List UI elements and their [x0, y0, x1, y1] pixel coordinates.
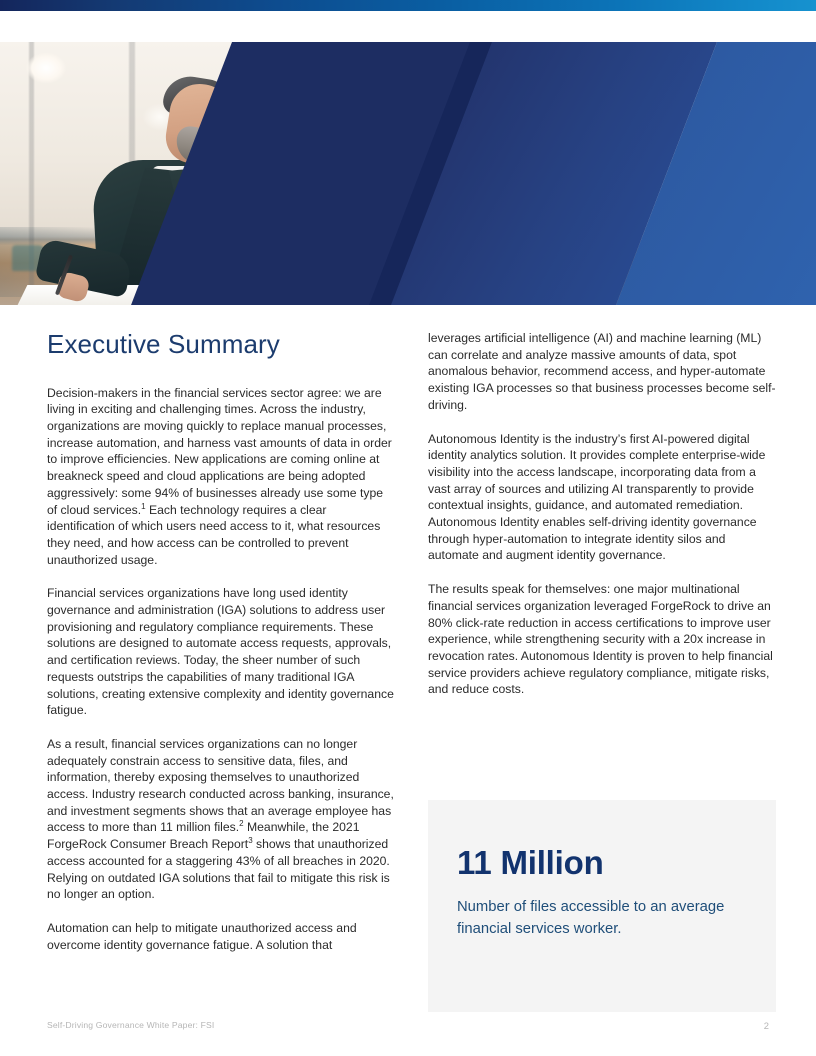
- footnote-marker-3: 3: [248, 836, 253, 846]
- paragraph-left-1: [47, 385, 395, 569]
- paragraph-left-3-tail: shows that unauthorized access accounted for a staggering 43% of all breaches in 2020. Relying on outdated IGA solutions that fail to mitigate this risk is no longer an option.: [47, 837, 390, 902]
- footnote-marker-1: 1: [141, 501, 146, 511]
- hero-banner: [0, 42, 816, 305]
- footnote-marker-2: 2: [239, 819, 244, 829]
- paragraph-left-1-text: Decision-makers in the financial services sector agree: we are living in exciting and challenging times. Across the industry, organizations are moving quickly to replace manual processes, increase automation, and harness vast amounts of data in order to improve efficiencies. New applications are coming online at breakneck speed and cloud applications are being adopted aggressively: some 94% of businesses already use some type of cloud services.: [47, 385, 392, 517]
- paragraph-left-1-tail: Each technology requires a clear identification of which users need access to it, what resources they need, and how access can be controlled to prevent unauthorized usage.: [47, 502, 381, 567]
- stat-callout-number: 11 Million: [457, 844, 604, 881]
- paragraph-right-2: Autonomous Identity is the industry’s first AI-powered digital identity analytics solution. It provides complete enterprise-wide visibility into the access landscape, incorporating data from a vast array of sources and utilizing AI transparently to provide contextual insights, guidance, and automated remediation. Autonomous Identity enables self-driving identity governance through hyper-automation to integrate identity silos and automate and augment identity governance.: [428, 431, 766, 563]
- paragraph-left-3: [47, 736, 395, 903]
- paragraph-left-2: Financial services organizations have long used identity governance and administration (IGA) solutions to address user provisioning and regulatory compliance requirements. These solutions are designed to automate access requests, approvals, and certification reviews. Today, the sheer number of such requests outstrips the capabilities of many traditional IGA solutions, creating extensive complexity and identity governance fatigue.: [47, 586, 394, 718]
- top-accent-bar: [0, 0, 816, 11]
- stat-callout: [428, 800, 776, 1012]
- footer-document-title: Self-Driving Governance White Paper: FSI: [47, 1020, 215, 1030]
- paragraph-right-3: The results speak for themselves: one major multinational financial services organization leveraged ForgeRock to drive an 80% click-rate reduction in access certifications to improve user experience, while strengthening security with a 20x increase in revocation rates. Autonomous Identity is proven to help financial service providers achieve regulatory compliance, mitigate risks, and reduce costs.: [428, 582, 773, 697]
- stat-callout-description: Number of files accessible to an average financial services worker.: [457, 898, 725, 937]
- footer-page-number: 2: [763, 1020, 769, 1031]
- paragraph-left-3-mid: Meanwhile, the 2021 ForgeRock Consumer Breach Report: [47, 820, 360, 852]
- right-column: [428, 330, 776, 698]
- left-column: [47, 330, 395, 953]
- paragraph-left-4: Automation can help to mitigate unauthorized access and overcome identity governance fatigue. A solution that: [47, 920, 357, 952]
- paragraph-right-1: leverages artificial intelligence (AI) and machine learning (ML) can correlate and analyze massive amounts of data, spot anomalous behavior, recommend access, and hyper-automate existing IGA processes so that business processes become self-driving.: [428, 331, 776, 412]
- page-title: Executive Summary: [47, 329, 280, 359]
- paragraph-left-3-text: As a result, financial services organizations can no longer adequately constrain access to sensitive data, files, and information, thereby exposing themselves to unauthorized access. Industry research conducted across banking, insurance, and investment segments shows that an average employee has access to more than 11 million files.: [47, 736, 394, 835]
